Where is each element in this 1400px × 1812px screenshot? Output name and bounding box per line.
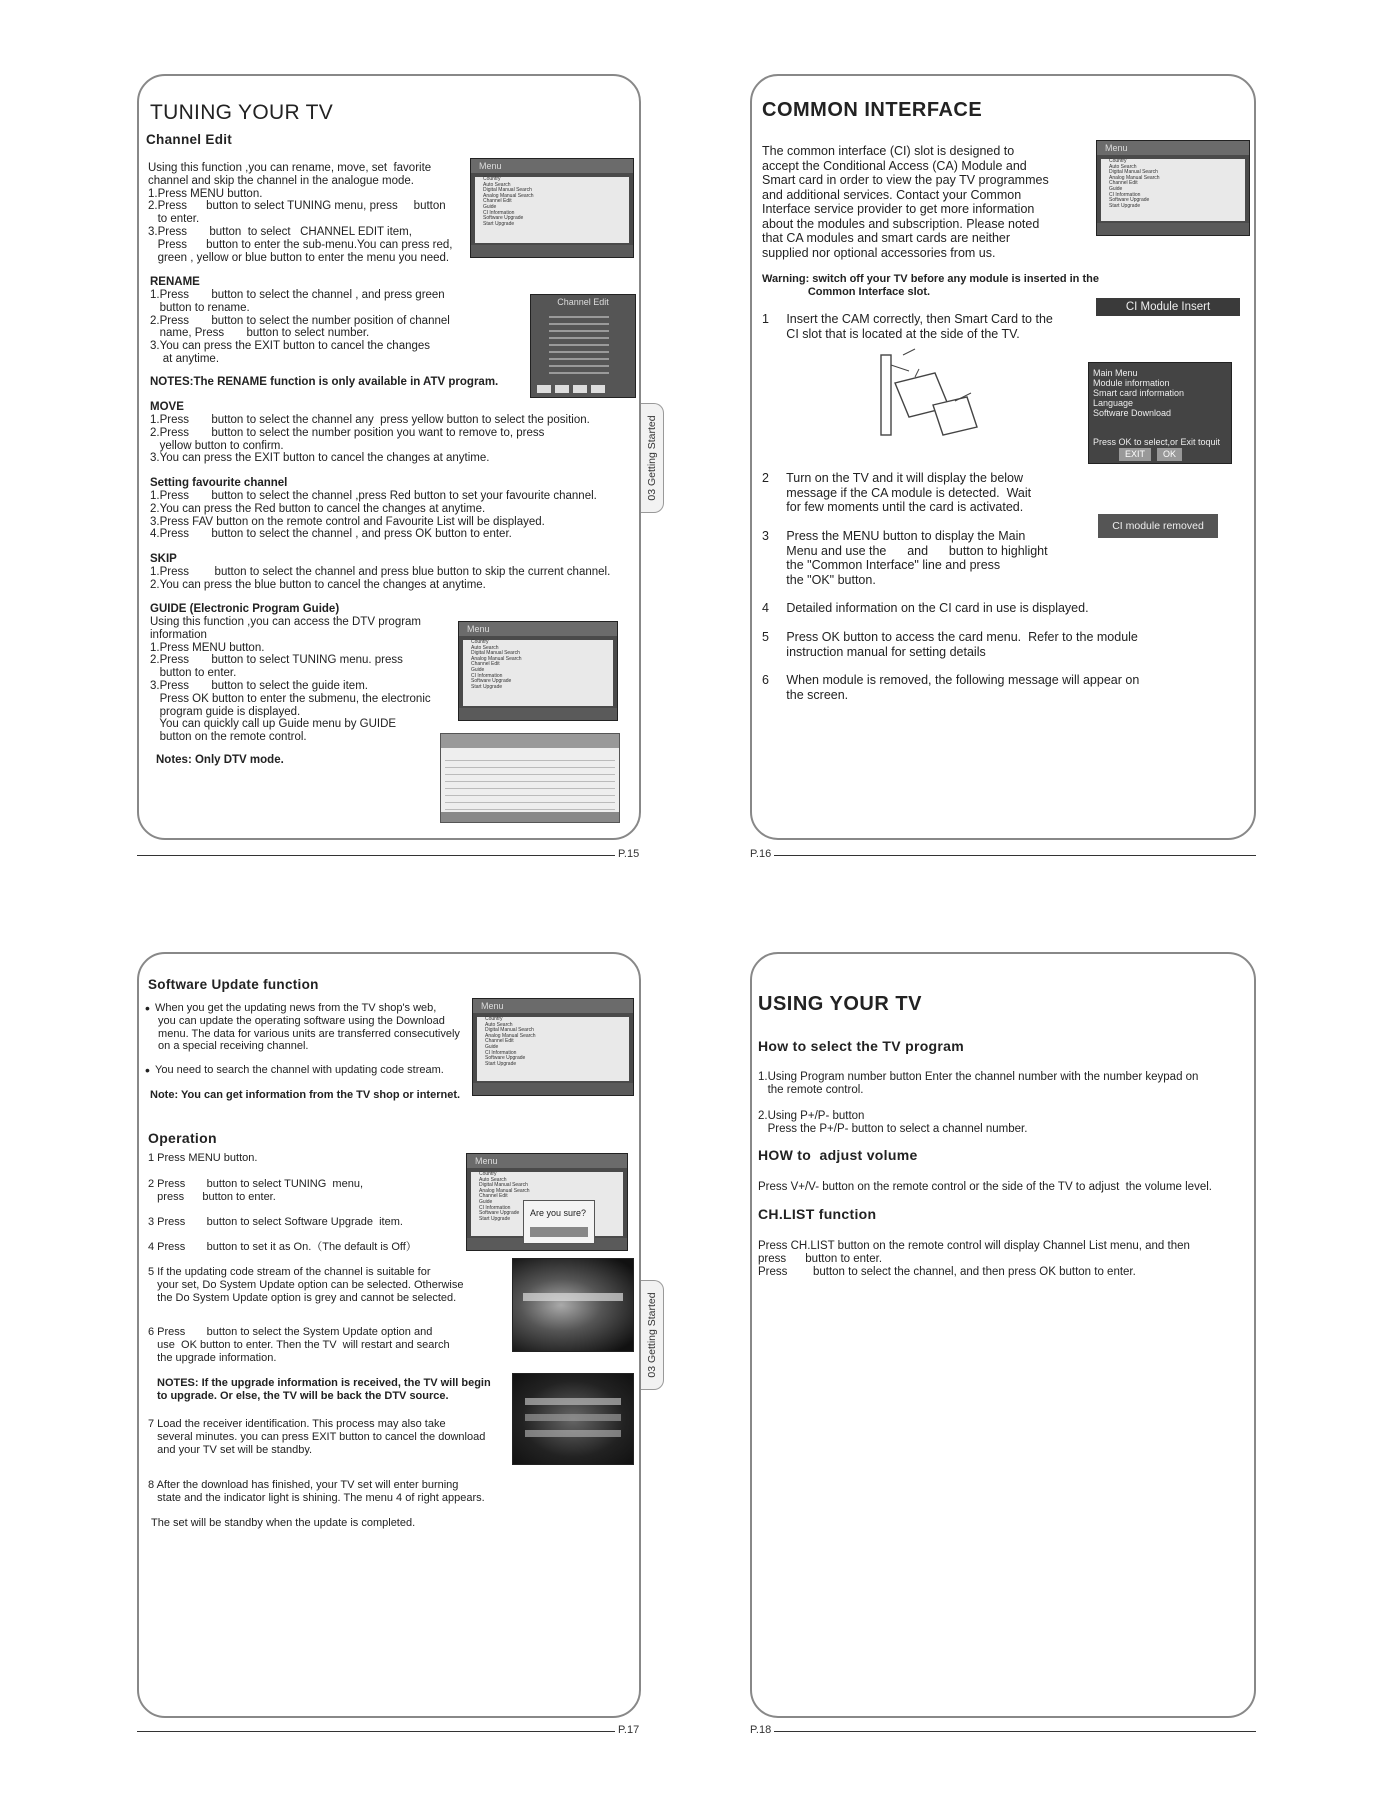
menu-footer [1097, 223, 1249, 235]
menu-item: Country [483, 176, 501, 182]
p15-move-text: 1.Press button to select the channel any press yellow button to select the position. 2.Press button to select the number position you want to remove to, press yellow button to confirm. 3.You can press the EXIT button to cancel the changes at anytime. [150, 414, 590, 465]
menu-item: Software Upgrade [483, 215, 524, 222]
menu-item: Analog Manual Search [471, 655, 522, 662]
p18-select-program-text: 1.Using Program number button Enter the channel number with the number keypad on the remote control. [758, 1071, 1199, 1096]
p18-page-number: P.18 [750, 1724, 772, 1736]
p15-guide-heading: GUIDE (Electronic Program Guide) [150, 603, 340, 615]
p16-page-number: P.16 [750, 848, 772, 860]
p17-op-5: 5 If the updating code stream of the channel is suitable for your set, Do System Update option can be selected. Otherwise the Do System Update option is grey and cannot be selected. [148, 1266, 464, 1304]
p17-op-9: The set will be standby when the update is completed. [151, 1517, 416, 1529]
menu-title: Menu [473, 999, 633, 1013]
menu-item: CI Information [483, 209, 515, 216]
p17-op-2: 2 Press button to select TUNING menu, press button to enter. [148, 1178, 363, 1203]
p17-title: Software Update function [148, 977, 319, 992]
menu-footer [471, 245, 633, 257]
cam-card-illustration [875, 345, 990, 445]
ci-main-menu-items: Main Menu Module information Smart card information Language Software Download [1093, 368, 1185, 418]
download-progress-screenshot [512, 1373, 634, 1465]
menu-item: Channel Edit [479, 1193, 508, 1200]
menu-title: Menu [459, 622, 617, 636]
menu-footer [459, 708, 617, 720]
p18-title: USING YOUR TV [758, 993, 922, 1015]
confirm-dialog [523, 1200, 595, 1244]
p16-intro: The common interface (CI) slot is designed to accept the Conditional Access (CA) Module and Smart card in order to view the pay TV programmes and additional services. Contact your Common Interface service provider to get more information about the modules and subscription. Please noted that CA modules and smart cards are neither supplied nor optional accessories from us. [762, 144, 1049, 260]
p15-skip-heading: SKIP [150, 553, 177, 565]
p15-page-number: P.15 [618, 848, 640, 860]
channel-edit-title: Channel Edit [531, 295, 635, 309]
download-bar-3 [525, 1430, 621, 1437]
p18-heading-select-program: How to select the TV program [758, 1038, 964, 1054]
p17-op-4: 4 Press button to set it as On.（The default is Off） [148, 1241, 417, 1253]
p18-heading-volume: HOW to adjust volume [758, 1147, 918, 1163]
menu-item: Channel Edit [471, 661, 500, 668]
p15-title: TUNING YOUR TV [150, 101, 334, 124]
menu-screenshot [470, 158, 634, 258]
p18-pp-button-text: 2.Using P+/P- button Press the P+/P- button to select a channel number. [758, 1110, 1028, 1135]
menu-item: Digital Manual Search [485, 1027, 534, 1034]
confirm-dialog-text: Are you sure? [530, 1208, 587, 1218]
p16-step5: 5 Press OK button to access the card menu. Refer to the module instruction manual for setting details [762, 630, 1138, 659]
system-update-progress-screenshot [512, 1258, 634, 1352]
p17-side-tab [641, 1280, 664, 1390]
download-bar-2 [525, 1414, 621, 1421]
menu-item: Guide [471, 666, 485, 673]
p17-bullet-dot-2: • [145, 1062, 150, 1078]
p17-footer-rule [137, 1731, 615, 1732]
menu-item: CI Information [479, 1204, 511, 1211]
menu-item: Digital Manual Search [1109, 169, 1158, 176]
menu-item: Country [479, 1171, 497, 1177]
ci-main-menu-box [1088, 362, 1232, 464]
menu-item: CI Information [471, 672, 503, 679]
menu-footer [473, 1083, 633, 1095]
menu-screenshot-confirm [466, 1153, 628, 1251]
menu-list [477, 1017, 629, 1081]
p17-page-number: P.17 [618, 1724, 640, 1736]
menu-item: Guide [485, 1043, 499, 1050]
channel-edit-color-buttons [537, 385, 607, 393]
p16-step1: 1 Insert the CAM correctly, then Smart Card to the CI slot that is located at the side of the TV. [762, 312, 1053, 341]
menu-item: Digital Manual Search [471, 650, 520, 657]
menu-item: Software Upgrade [479, 1210, 520, 1217]
epg-footer [441, 812, 619, 822]
menu-item: Software Upgrade [485, 1055, 526, 1062]
p15-guide-text: Using this function ,you can access the DTV program information 1.Press MENU button. 2.Press button to select TUNING menu. press button to enter. 3.Press button to select the guide item. Press OK button to enter the submenu, the electronic program guide is displayed. You can quickly call up Guide menu by GUIDE button on the remote control. [150, 616, 431, 744]
menu-item: Auto Search [479, 1176, 507, 1183]
p17-bullet-dot-1: • [145, 1000, 150, 1016]
menu-item: Channel Edit [483, 198, 512, 205]
menu-item: CI Information [1109, 191, 1141, 198]
menu-screenshot-guide [458, 621, 618, 721]
menu-item: Start Upgrade [483, 220, 515, 227]
p15-rename-heading: RENAME [150, 276, 200, 288]
channel-list-lines [549, 313, 609, 375]
menu-item: Software Upgrade [1109, 197, 1150, 204]
menu-item: Auto Search [485, 1021, 513, 1028]
menu-item: Auto Search [1109, 163, 1137, 170]
menu-item: Software Upgrade [471, 678, 512, 685]
p17-bullet-1: When you get the updating news from the TV shop's web, you can update the operating software using the Download menu. The data for various units are transferred consecutively on a special receiving channel. [155, 1002, 460, 1053]
p15-fav-heading: Setting favourite channel [150, 477, 288, 489]
ci-press-ok-hint: Press OK to select,or Exit toquit [1093, 437, 1221, 447]
menu-item: Country [1109, 158, 1127, 164]
p17-bullet-2: You need to search the channel with updating code stream. [155, 1064, 444, 1076]
menu-list [1101, 159, 1245, 221]
menu-title: Menu [471, 159, 633, 173]
menu-item: Analog Manual Search [479, 1187, 530, 1194]
menu-item: Start Upgrade [485, 1060, 517, 1067]
p15-notes: NOTES:The RENAME function is only available in ATV program. [150, 376, 499, 388]
p17-note: Note: You can get information from the TV shop or internet. [150, 1089, 461, 1101]
menu-item: Guide [479, 1198, 493, 1205]
p15-channel-edit-heading: Channel Edit [146, 132, 233, 147]
p17-tab-label: 03 Getting Started [646, 1292, 658, 1378]
menu-list [463, 640, 613, 706]
menu-item: CI Information [485, 1049, 517, 1056]
ci-module-insert-message: CI Module Insert [1096, 298, 1240, 316]
ci-ok-button[interactable]: OK [1157, 448, 1182, 461]
p15-side-tab [641, 403, 664, 513]
channel-edit-screenshot [530, 294, 636, 398]
menu-item: Analog Manual Search [1109, 174, 1160, 181]
menu-item: Channel Edit [1109, 180, 1138, 187]
p16-step4: 4 Detailed information on the CI card in use is displayed. [762, 601, 1089, 615]
p15-rename-text: 1.Press button to select the channel , and press green button to rename. 2.Press button to select the number position of channel name, Press button to select number. 3.You can press the EXIT button to cancel the changes at anytime. [150, 289, 450, 365]
p15-tab-label: 03 Getting Started [646, 415, 658, 501]
menu-item: Start Upgrade [471, 683, 503, 690]
menu-item: Start Upgrade [479, 1215, 511, 1222]
progress-bar [523, 1293, 623, 1301]
p16-step3: 3 Press the MENU button to display the Main Menu and use the and button to highlight the "Common Interface" line and press the "OK" button. [762, 529, 1048, 587]
p18-footer-rule [774, 1731, 1256, 1732]
menu-item: Guide [483, 203, 497, 210]
p15-intro: Using this function ,you can rename, move, set favorite channel and skip the channel in the analogue mode. 1.Press MENU button. 2.Press button to select TUNING menu, press button to enter. 3.Press button to select CHANNEL EDIT item, Press button to enter the sub-menu.You can press red, green , yellow or blue button to enter the menu you need. [148, 162, 453, 264]
menu-item: Guide [1109, 185, 1123, 192]
download-bar-1 [525, 1398, 621, 1405]
menu-item: Start Upgrade [1109, 202, 1141, 209]
p16-step2: 2 Turn on the TV and it will display the below message if the CA module is detected. Wait for few moments until the card is activated. [762, 471, 1032, 514]
menu-screenshot-upgrade [472, 998, 634, 1096]
p15-move-heading: MOVE [150, 401, 184, 413]
p18-volume-text: Press V+/V- button on the remote control or the side of the TV to adjust the volume level. [758, 1181, 1212, 1193]
epg-header [441, 734, 619, 748]
p16-step6: 6 When module is removed, the following message will appear on the screen. [762, 673, 1140, 702]
p17-op-8: 8 After the download has finished, your TV set will enter burning state and the indicator light is shining. The menu 4 of right appears. [148, 1479, 485, 1504]
menu-title: Menu [467, 1154, 627, 1168]
p15-footer-rule [137, 855, 615, 856]
p17-op-7: 7 Load the receiver identification. This process may also take several minutes. you can press EXIT button to cancel the download and your TV set will be standby. [148, 1418, 486, 1456]
p16-warning: Warning: switch off your TV before any module is inserted in the Common Interface slot. [762, 273, 1099, 298]
p17-op-3: 3 Press button to select Software Upgrade item. [148, 1216, 403, 1228]
menu-item: Analog Manual Search [483, 192, 534, 199]
menu-item: Country [471, 639, 489, 645]
page-18-frame [750, 952, 1256, 1718]
ci-module-removed-message: CI module removed [1098, 514, 1218, 538]
menu-item: Digital Manual Search [479, 1182, 528, 1189]
ci-exit-button[interactable]: EXIT [1119, 448, 1151, 461]
p16-title: COMMON INTERFACE [762, 99, 983, 121]
menu-item: Channel Edit [485, 1038, 514, 1045]
p15-skip-text: 1.Press button to select the channel and press blue button to skip the current channel. 2.You can press the blue button to cancel the changes at anytime. [150, 566, 611, 591]
menu-screenshot-ci [1096, 140, 1250, 236]
p17-notes: NOTES: If the upgrade information is received, the TV will begin to upgrade. Or else, the TV will be back the DTV source. [157, 1377, 491, 1402]
menu-item: Analog Manual Search [485, 1032, 536, 1039]
p17-op-6: 6 Press button to select the System Update option and use OK button to enter. Then the TV will restart and search the upgrade information. [148, 1326, 450, 1364]
menu-item: Auto Search [471, 644, 499, 651]
menu-item: Country [485, 1016, 503, 1022]
menu-list [475, 177, 629, 243]
p17-op-1: 1 Press MENU button. [148, 1152, 258, 1164]
p15-fav-text: 1.Press button to select the channel ,press Red button to set your favourite channel. 2.You can press the Red button to cancel the changes at anytime. 3.Press FAV button on the remote control and Favourite List will be displayed. 4.Press button to select the channel , and press OK button to enter. [150, 490, 597, 541]
p15-notes-dtv: Notes: Only DTV mode. [156, 754, 284, 766]
menu-title: Menu [1097, 141, 1249, 155]
p18-heading-chlist: CH.LIST function [758, 1206, 877, 1222]
p18-chlist-text: Press CH.LIST button on the remote control will display Channel List menu, and then press button to enter. Press button to select the channel, and then press OK button to enter. [758, 1240, 1190, 1278]
p17-operation-heading: Operation [148, 1130, 217, 1146]
epg-guide-screenshot [440, 733, 620, 823]
menu-item: Auto Search [483, 181, 511, 188]
p16-footer-rule [774, 855, 1256, 856]
confirm-dialog-buttons[interactable] [530, 1227, 588, 1237]
epg-grid [445, 754, 615, 810]
menu-item: Digital Manual Search [483, 187, 532, 194]
